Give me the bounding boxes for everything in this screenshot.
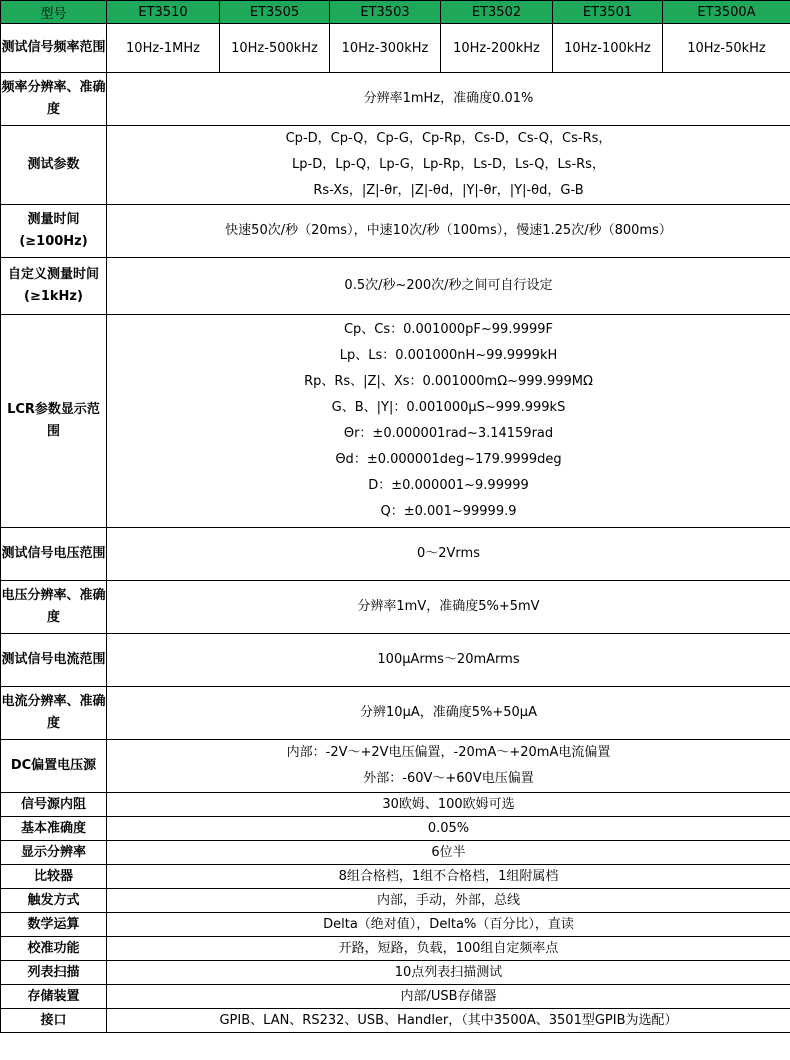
row-label: 电压分辨率、准确度 (1, 581, 107, 634)
value-line: 0.5次/秒~200次/秒之间可自行设定 (344, 278, 553, 293)
row-label: 接口 (1, 1009, 107, 1033)
spec-row (1, 841, 790, 865)
row-value (107, 126, 790, 205)
freq-range-value: 10Hz-200kHz (441, 24, 553, 73)
row-label: LCR参数显示范围 (1, 315, 107, 528)
spec-row (1, 740, 790, 793)
spec-row (1, 913, 790, 937)
row-label: 列表扫描 (1, 961, 107, 985)
row-label: 校准功能 (1, 937, 107, 961)
freq-range-value: 10Hz-1MHz (107, 24, 220, 73)
value-line: Delta（绝对值），Delta%（百分比），直读 (323, 916, 574, 932)
row-label: 测试信号频率范围 (1, 24, 107, 73)
freq-range-row (1, 24, 790, 73)
value-line: 外部：-60V～+60V电压偏置 (363, 771, 534, 786)
value-line: 8组合格档，1组不合格档，1组附属档 (338, 868, 559, 884)
row-label: 频率分辨率、准确度 (1, 73, 107, 126)
row-label: 比较器 (1, 865, 107, 889)
row-label: 数学运算 (1, 913, 107, 937)
header-model-label: 型号 (1, 1, 107, 24)
spec-row (1, 1009, 790, 1033)
value-line: 分辨10μA，准确度5%+50μA (360, 705, 537, 720)
spec-row (1, 793, 790, 817)
header-model: ET3502 (441, 1, 553, 24)
row-label: 基本准确度 (1, 817, 107, 841)
value-line: 内部：-2V～+2V电压偏置，-20mA～+20mA电流偏置 (286, 745, 611, 760)
row-value (107, 985, 790, 1009)
row-value (107, 634, 790, 687)
row-value (107, 73, 790, 126)
value-line: Rs-Xs，|Z|-θr，|Z|-θd，|Y|-θr，|Y|-θd，G-B (313, 183, 584, 198)
value-line: 内部，手动，外部，总线 (376, 892, 520, 908)
spec-row (1, 985, 790, 1009)
row-value (107, 1009, 790, 1033)
row-value (107, 528, 790, 581)
value-line: 30欧姆、100欧姆可选 (382, 796, 515, 812)
value-line: 快速50次/秒（20ms），中速10次/秒（100ms），慢速1.25次/秒（800ms） (225, 223, 672, 238)
value-line: 100μArms～20mArms (377, 652, 520, 667)
row-label: 触发方式 (1, 889, 107, 913)
value-line: GPIB、LAN、RS232、USB、Handler，（其中3500A、3501型GPIB为选配） (219, 1012, 678, 1028)
value-line: G、B、|Y|：0.001000μS~999.999kS (331, 400, 566, 415)
value-line: Θd：±0.000001deg~179.9999deg (335, 452, 562, 467)
row-value (107, 205, 790, 258)
row-value (107, 581, 790, 634)
spec-row (1, 937, 790, 961)
value-line: Lp-D，Lp-Q，Lp-G，Lp-Rp，Ls-D，Ls-Q，Ls-Rs， (292, 157, 605, 172)
value-line: Cp、Cs：0.001000pF~99.9999F (343, 322, 554, 337)
row-label: 存储装置 (1, 985, 107, 1009)
header-model: ET3510 (107, 1, 220, 24)
freq-range-value: 10Hz-50kHz (663, 24, 790, 73)
row-value (107, 740, 790, 793)
value-line: 6位半 (431, 844, 466, 860)
value-line: Cp-D，Cp-Q，Cp-G，Cp-Rp，Cs-D，Cs-Q，Cs-Rs， (285, 131, 612, 146)
row-value (107, 258, 790, 315)
header-model: ET3500A (663, 1, 790, 24)
row-value (107, 913, 790, 937)
row-label: 显示分辨率 (1, 841, 107, 865)
value-line: Rp、Rs、|Z|、Xs：0.001000mΩ~999.999MΩ (304, 374, 593, 389)
spec-row (1, 687, 790, 740)
spec-row (1, 126, 790, 205)
row-label: 信号源内阻 (1, 793, 107, 817)
row-value (107, 841, 790, 865)
spec-row (1, 889, 790, 913)
value-line: 分辨率1mV，准确度5%+5mV (357, 599, 540, 614)
row-label: DC偏置电压源 (1, 740, 107, 793)
spec-row (1, 865, 790, 889)
value-line: 分辨率1mHz，准确度0.01% (363, 91, 534, 106)
row-value (107, 889, 790, 913)
freq-range-value: 10Hz-500kHz (220, 24, 330, 73)
spec-row (1, 961, 790, 985)
row-value (107, 315, 790, 528)
value-line: D：±0.000001~9.99999 (368, 478, 529, 493)
row-label: 测试信号电压范围 (1, 528, 107, 581)
spec-row (1, 205, 790, 258)
row-label: 测试参数 (1, 126, 107, 205)
spec-row (1, 315, 790, 528)
spec-row (1, 817, 790, 841)
row-label: 测试信号电流范围 (1, 634, 107, 687)
row-value (107, 961, 790, 985)
row-value (107, 865, 790, 889)
row-value (107, 817, 790, 841)
value-line: Lp、Ls：0.001000nH~99.9999kH (339, 348, 558, 363)
row-label: 测量时间(≥100Hz) (1, 205, 107, 258)
spec-row (1, 73, 790, 126)
header-model: ET3503 (330, 1, 441, 24)
value-line: 0～2Vrms (417, 546, 480, 561)
row-value (107, 937, 790, 961)
freq-range-value: 10Hz-100kHz (553, 24, 663, 73)
value-line: 开路，短路，负载，100组自定频率点 (338, 940, 559, 956)
value-line: 0.05% (427, 820, 470, 836)
value-line: Θr：±0.000001rad~3.14159rad (343, 426, 554, 441)
row-label: 电流分辨率、准确度 (1, 687, 107, 740)
freq-range-value: 10Hz-300kHz (330, 24, 441, 73)
row-label: 自定义测量时间(≥1kHz) (1, 258, 107, 315)
header-model: ET3501 (553, 1, 663, 24)
spec-row (1, 581, 790, 634)
row-value (107, 793, 790, 817)
row-value (107, 687, 790, 740)
spec-row (1, 528, 790, 581)
header-model: ET3505 (220, 1, 330, 24)
spec-row (1, 258, 790, 315)
spec-row (1, 634, 790, 687)
value-line: 内部/USB存储器 (400, 988, 497, 1004)
value-line: Q：±0.001~99999.9 (380, 504, 517, 519)
header-row (1, 1, 790, 24)
value-line: 10点列表扫描测试 (394, 964, 503, 980)
